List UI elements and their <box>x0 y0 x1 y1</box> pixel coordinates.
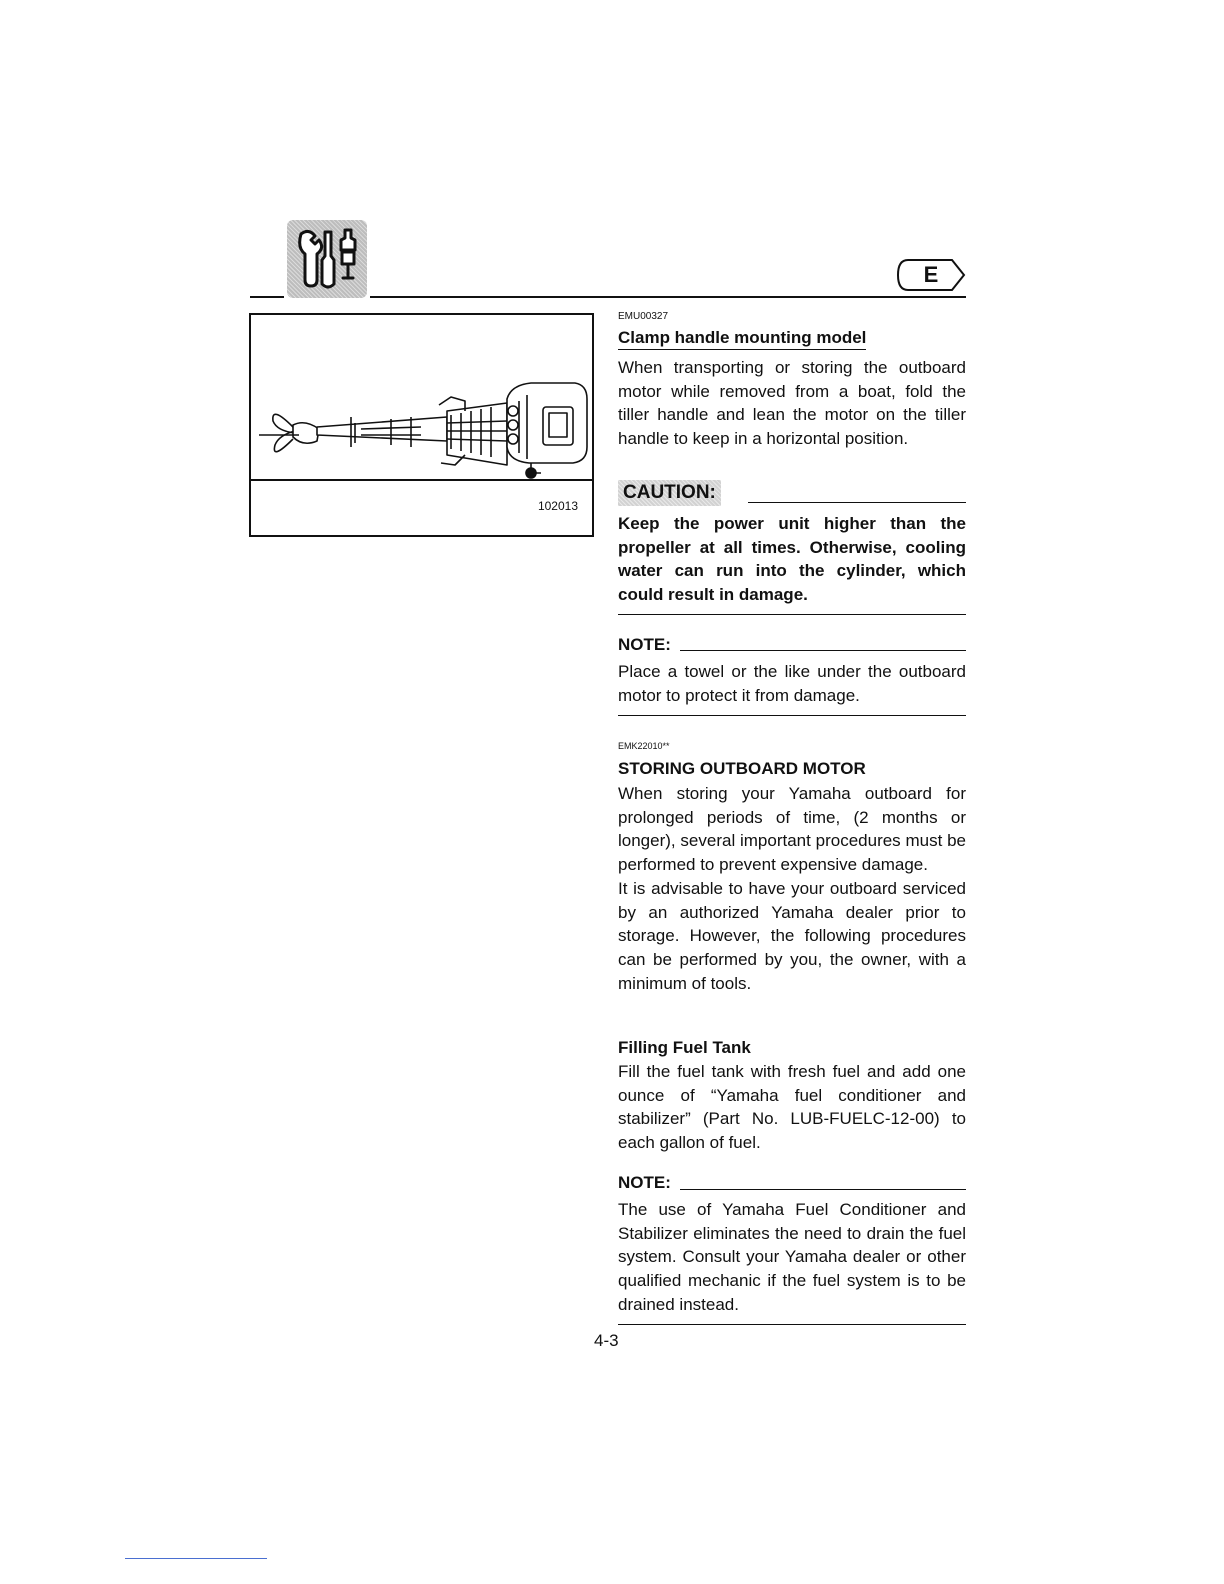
note-end-rule <box>618 715 966 716</box>
figure-box <box>249 313 594 537</box>
section-title-text: Clamp handle mounting model <box>618 328 866 350</box>
note-label: NOTE: <box>618 1173 671 1192</box>
page-number: 4-3 <box>594 1331 619 1350</box>
section-body <box>618 782 966 995</box>
note-rule <box>680 1189 966 1190</box>
note-end-rule <box>618 1324 966 1325</box>
maintenance-tools-icon <box>287 220 367 298</box>
footer-link-underline <box>125 1558 267 1559</box>
figure-number: 102013 <box>537 499 578 513</box>
subsection-title: Filling Fuel Tank <box>618 1038 751 1057</box>
note-body: The use of Yamaha Fuel Conditioner and Stabilizer eliminates the need to drain the fuel system. Consult your Yamaha dealer or other qualified mechanic if the fuel system is to be drained instead. <box>618 1200 966 1314</box>
header-rule-left <box>250 296 284 298</box>
section-title <box>618 328 966 348</box>
section-code: EMU00327 <box>618 311 669 322</box>
section-code: EMK22010** <box>618 741 670 751</box>
note-body: Place a towel or the like under the outboard motor to protect it from damage. <box>618 662 966 705</box>
note-rule <box>680 650 966 651</box>
section-body: When transporting or storing the outboard motor while removed from a boat, fold the tiller handle and lean the motor on the tiller handle to keep in a horizontal position. <box>618 358 966 449</box>
subsection-body: Fill the fuel tank with fresh fuel and add one ounce of “Yamaha fuel conditioner and stabilizer” (Part No. LUB-FUELC-12-00) to each gallon of fuel. <box>618 1062 966 1153</box>
figure-divider <box>251 479 592 481</box>
outboard-motor-horizontal-icon <box>251 315 592 479</box>
paragraph: It is advisable to have your outboard serviced by an authorized Yamaha dealer prior to storage. However, the following procedures can be performed by you, the owner, with a minimum of tools. <box>618 878 966 993</box>
caution-label: CAUTION: <box>618 480 721 506</box>
note-label: NOTE: <box>618 635 671 654</box>
caution-rule <box>748 502 966 503</box>
caution-body: Keep the power unit higher than the propeller at all times. Otherwise, cooling water can run into the cylinder, which could result in damage. <box>618 514 966 605</box>
paragraph: When storing your Yamaha outboard for prolonged periods of time, (2 months or longer), several important procedures must be performed to prevent expensive damage. <box>618 784 966 875</box>
caution-end-rule <box>618 614 966 615</box>
language-badge-label: E <box>923 262 939 287</box>
header-rule <box>370 296 966 298</box>
language-badge <box>896 258 966 292</box>
section-title: STORING OUTBOARD MOTOR <box>618 759 866 778</box>
